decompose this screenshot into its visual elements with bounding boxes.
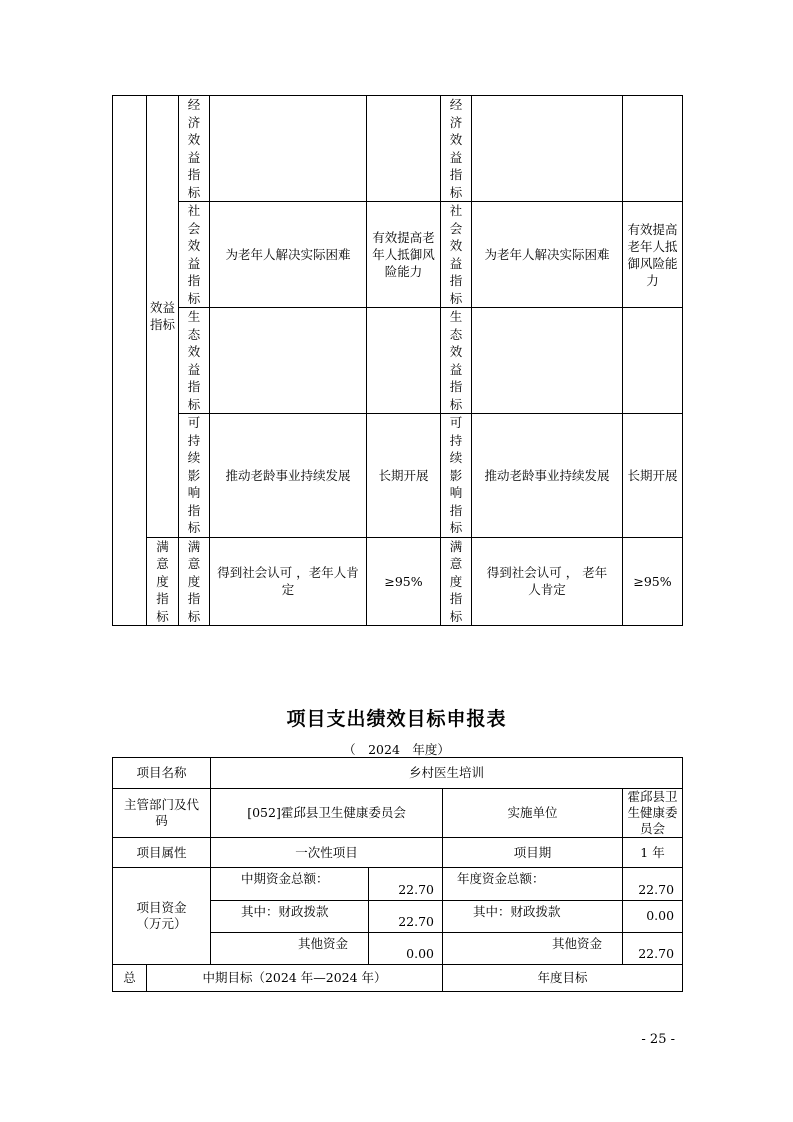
impl-value: 霍邱县卫生健康委员会: [623, 789, 683, 838]
indicator-value: [367, 308, 441, 414]
annual-other-label: 其他资金: [443, 933, 623, 965]
form-title: 项目支出绩效目标申报表: [286, 708, 507, 730]
indicator-content-annual: 得到社会认可 ， 老年人肯定: [472, 537, 623, 626]
indicator-content: [210, 308, 367, 414]
attr-value: 一次性项目: [211, 838, 443, 868]
table-row: [113, 789, 683, 838]
project-info-table: [112, 757, 683, 992]
mid-fiscal-value: 22.70: [369, 901, 443, 933]
annual-other-value: 22.70: [623, 933, 683, 965]
social-indicator-annual: 社 会 效 益 指 标: [441, 202, 472, 308]
mid-total-label: 中期资金总额：: [211, 868, 369, 901]
total-label: 总: [113, 965, 147, 992]
table-row: [113, 965, 683, 992]
indicator-value: 长期开展: [367, 414, 441, 538]
indicator-value-annual: 有效提高老年人抵御风险能力: [623, 202, 683, 308]
annual-goal-label: 年度目标: [443, 965, 683, 992]
mid-fiscal-label: 其中：财政拨款: [211, 901, 369, 933]
table-row: [113, 308, 683, 414]
annual-fiscal-label: 其中：财政拨款: [443, 901, 623, 933]
annual-total-value: 22.70: [623, 868, 683, 901]
year-line: （ 2024 年度）: [343, 742, 450, 757]
mid-other-value: 0.00: [369, 933, 443, 965]
social-indicator: 社 会 效 益 指 标: [179, 202, 210, 308]
annual-total-label: 年度资金总额：: [443, 868, 623, 901]
dept-label: 主管部门及代码: [113, 789, 211, 838]
indicator-content-annual: 为老年人解决实际困难: [472, 202, 623, 308]
project-name-label: 项目名称: [113, 758, 211, 789]
indicator-value-annual: [623, 96, 683, 202]
economic-indicator-annual: 经 济 效 益 指 标: [441, 96, 472, 202]
indicator-content-annual: [472, 96, 623, 202]
attr-label: 项目属性: [113, 838, 211, 868]
table-row: [113, 537, 683, 626]
indicator-content: 为老年人解决实际困难: [210, 202, 367, 308]
impl-label: 实施单位: [443, 789, 623, 838]
indicator-content: 得到社会认可 ，老年人肯定: [210, 537, 367, 626]
performance-indicator-table: [112, 95, 683, 626]
table-row: [113, 414, 683, 538]
mid-other-label: 其他资金: [211, 933, 369, 965]
blank-left-column: [113, 96, 147, 626]
table-row: [113, 838, 683, 868]
dept-value: [052]霍邱县卫生健康委员会: [211, 789, 443, 838]
indicator-value: [367, 96, 441, 202]
indicator-value-annual: 长期开展: [623, 414, 683, 538]
project-name-value: 乡村医生培训: [211, 758, 683, 789]
indicator-content: [210, 96, 367, 202]
satisfaction-indicator: 满 意 度 指 标: [179, 537, 210, 626]
funds-label: 项目资金 （万元）: [113, 868, 211, 965]
indicator-content-annual: 推动老龄事业持续发展: [472, 414, 623, 538]
sustainability-indicator: 可 持 续 影 响 指 标: [179, 414, 210, 538]
table-row: [113, 758, 683, 789]
table-row: [113, 868, 683, 901]
benefit-indicator-group: 效益 指标: [147, 96, 179, 538]
mid-goal-label: 中期目标（2024 年—2024 年）: [147, 965, 443, 992]
page-number: - 25 -: [641, 1032, 675, 1047]
satisfaction-indicator-annual: 满 意 度 指 标: [441, 537, 472, 626]
mid-total-value: 22.70: [369, 868, 443, 901]
indicator-value-annual: ≥95%: [623, 537, 683, 626]
ecological-indicator: 生 态 效 益 指 标: [179, 308, 210, 414]
indicator-value-annual: [623, 308, 683, 414]
period-label: 项目期: [443, 838, 623, 868]
period-value: 1 年: [623, 838, 683, 868]
annual-fiscal-value: 0.00: [623, 901, 683, 933]
table-row: [113, 96, 683, 202]
economic-indicator: 经 济 效 益 指 标: [179, 96, 210, 202]
indicator-value: 有效提高老年人抵御风险能力: [367, 202, 441, 308]
indicator-value: ≥95%: [367, 537, 441, 626]
indicator-content: 推动老龄事业持续发展: [210, 414, 367, 538]
table-row: [113, 202, 683, 308]
sustainability-indicator-annual: 可 持 续 影 响 指 标: [441, 414, 472, 538]
satisfaction-indicator-group: 满 意 度 指 标: [147, 537, 179, 626]
ecological-indicator-annual: 生 态 效 益 指 标: [441, 308, 472, 414]
indicator-content-annual: [472, 308, 623, 414]
